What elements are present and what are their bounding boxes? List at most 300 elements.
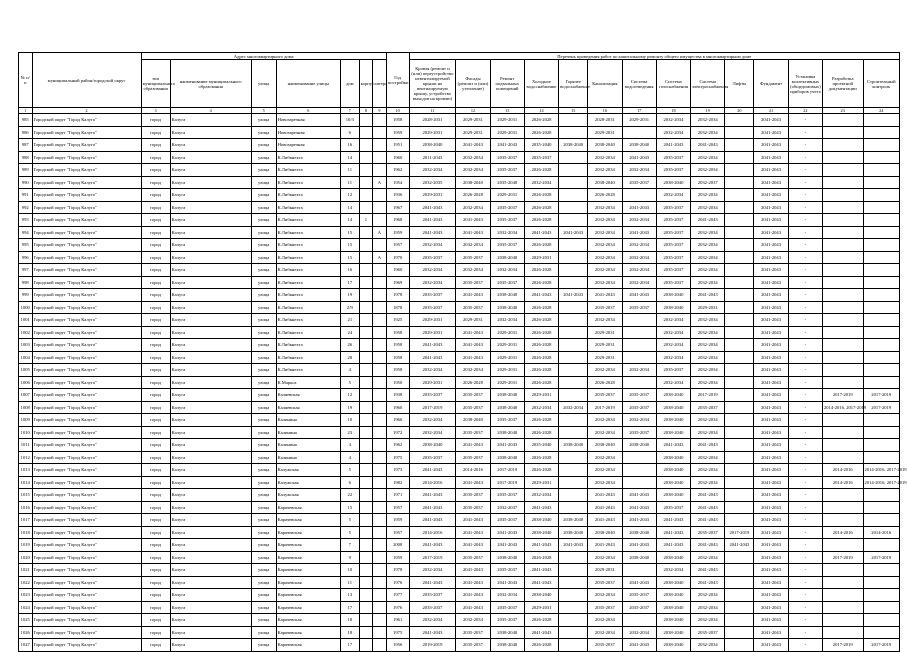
table-cell: 2032-2034 (588, 589, 622, 602)
table-cell: 990 (19, 176, 33, 189)
table-cell: 2035-2040 (524, 139, 558, 152)
table-cell: 2032-2034 (588, 314, 622, 327)
table-cell: 2041-2043 (524, 564, 558, 577)
table-cell: 2041-2043 (588, 539, 622, 552)
table-cell: - (788, 226, 822, 239)
table-cell (823, 189, 864, 202)
table-cell: улица (251, 264, 276, 277)
table-cell: К.Либкнехта (276, 351, 340, 364)
table-cell (359, 564, 373, 577)
table-cell: 2035-2037 (409, 251, 456, 264)
table-cell: - (788, 426, 822, 439)
table-cell: 2032-2034 (691, 476, 725, 489)
table-cell: 19 (340, 401, 359, 414)
table-cell: 2035-2037 (490, 164, 524, 177)
table-cell: 1 (359, 214, 373, 227)
table-cell (373, 214, 387, 227)
table-cell: 2038-2040 (656, 589, 690, 602)
table-cell: Городской округ "Город Калуга" (32, 564, 141, 577)
table-cell: улица (251, 251, 276, 264)
table-cell: 1961 (386, 614, 409, 627)
table-cell (622, 339, 656, 352)
table-cell: 2014-2016 (409, 476, 456, 489)
table-cell: 2035-2037 (456, 639, 490, 652)
table-row (19, 189, 900, 202)
table-cell: город (141, 164, 170, 177)
table-cell: 2038-2040 (490, 451, 524, 464)
table-cell: 2035-2037 (656, 226, 690, 239)
table-cell: улица (251, 576, 276, 589)
table-cell: 2038-2040 (524, 589, 558, 602)
table-cell: Городской округ "Город Калуга" (32, 589, 141, 602)
table-cell (725, 351, 754, 364)
table-cell: Городской округ "Город Калуга" (32, 139, 141, 152)
table-cell: 1006 (19, 376, 33, 389)
table-cell (725, 489, 754, 502)
table-cell: - (788, 464, 822, 477)
table-cell: 1951 (386, 139, 409, 152)
table-cell: 2029-2031 (490, 126, 524, 139)
table-cell: 2035-2037 (490, 601, 524, 614)
table-cell (559, 614, 588, 627)
table-cell: - (788, 489, 822, 502)
table-cell: 4 (340, 439, 359, 452)
table-cell: 2032-2034 (588, 201, 622, 214)
table-cell (559, 414, 588, 427)
table-cell: 2026-2028 (524, 189, 558, 202)
table-cell: - (788, 439, 822, 452)
table-cell (373, 201, 387, 214)
table-cell: 2029-2031 (490, 114, 524, 127)
table-cell: 2032-2034 (691, 451, 725, 464)
table-cell (863, 626, 900, 639)
table-cell: 2041-2043 (754, 576, 788, 589)
table-cell: 10 (340, 414, 359, 427)
table-cell: 1001 (19, 314, 33, 327)
table-cell: 2032-2034 (588, 276, 622, 289)
table-cell: 2032-2034 (691, 351, 725, 364)
table-cell (725, 226, 754, 239)
table-cell: Калуга (170, 501, 251, 514)
table-cell (373, 451, 387, 464)
table-cell (622, 314, 656, 327)
table-row (19, 339, 900, 352)
table-cell: 2041-2043 (409, 514, 456, 527)
table-cell: К.Либкнехта (276, 251, 340, 264)
table-cell (373, 639, 387, 652)
table-cell (863, 276, 900, 289)
table-cell: улица (251, 401, 276, 414)
table-cell (559, 164, 588, 177)
table-cell: 992 (19, 201, 33, 214)
table-cell: 1957 (386, 501, 409, 514)
table-cell (823, 126, 864, 139)
table-cell: 2032-2034 (456, 364, 490, 377)
table-cell: 2041-2043 (409, 501, 456, 514)
table-cell (863, 176, 900, 189)
table-row (19, 464, 900, 477)
table-cell: улица (251, 639, 276, 652)
table-cell: - (788, 601, 822, 614)
table-cell: 2035-2037 (656, 251, 690, 264)
table-cell: 2026-2028 (524, 126, 558, 139)
header-cell: Система газоснабжения (656, 60, 690, 108)
table-cell (373, 189, 387, 202)
table-cell: 1959 (386, 551, 409, 564)
table-cell: город (141, 251, 170, 264)
table-row (19, 514, 900, 527)
table-cell (725, 201, 754, 214)
table-cell: улица (251, 451, 276, 464)
table-cell: 2032-2034 (588, 251, 622, 264)
table-cell: Калуга (170, 151, 251, 164)
table-cell: 2032-2034 (656, 314, 690, 327)
table-cell: - (788, 589, 822, 602)
table-cell: Калуга (170, 126, 251, 139)
table-cell: 2032-2034 (691, 164, 725, 177)
table-cell: Городской округ "Город Калуга" (32, 164, 141, 177)
table-cell: 1007 (19, 389, 33, 402)
table-cell: - (788, 626, 822, 639)
table-row (19, 426, 900, 439)
table-cell: Калуга (170, 464, 251, 477)
table-cell: 1957 (386, 526, 409, 539)
table-cell (373, 476, 387, 489)
table-cell: - (788, 326, 822, 339)
table-cell: Калужская (276, 489, 340, 502)
header-cell: корпус (359, 60, 373, 108)
table-cell: 2041-2043 (691, 539, 725, 552)
table-cell: 2041-2043 (524, 539, 558, 552)
table-cell: Калуга (170, 301, 251, 314)
table-cell: 10/3 (340, 114, 359, 127)
table-cell (863, 589, 900, 602)
table-cell: 2032-2034 (691, 201, 725, 214)
table-cell: 2032-2034 (588, 226, 622, 239)
table-cell: 991 (19, 189, 33, 202)
table-cell: К.Либкнехта (276, 151, 340, 164)
table-cell: 2029-2031 (622, 114, 656, 127)
table-row (19, 214, 900, 227)
table-cell: 2032-2034 (656, 114, 690, 127)
table-cell: город (141, 201, 170, 214)
table-row (19, 276, 900, 289)
table-cell: 2032-2034 (691, 314, 725, 327)
table-cell: 2032-2034 (691, 589, 725, 602)
table-cell (863, 351, 900, 364)
table-cell: улица (251, 539, 276, 552)
table-cell: 2038-2040 (622, 439, 656, 452)
table-cell: 2029-2031 (456, 114, 490, 127)
table-cell: 15 (340, 226, 359, 239)
header-cell: Горячее водоснабжение (559, 60, 588, 108)
table-cell: 2041-2043 (456, 514, 490, 527)
table-cell: 2041-2043 (456, 564, 490, 577)
table-cell: 1958 (386, 364, 409, 377)
table-cell (823, 114, 864, 127)
table-cell: Городской округ "Город Калуга" (32, 551, 141, 564)
table-cell: - (788, 189, 822, 202)
table-cell: 2041-2043 (725, 539, 754, 552)
table-cell (863, 501, 900, 514)
table-cell: 2035-2037 (622, 176, 656, 189)
table-cell: 2038-2040 (490, 301, 524, 314)
table-cell: 2/9 (340, 301, 359, 314)
table-cell: 2041-2043 (754, 626, 788, 639)
table-row (19, 576, 900, 589)
table-cell (359, 151, 373, 164)
table-cell: 16 (340, 139, 359, 152)
table-cell: К.Либкнехта (276, 314, 340, 327)
table-cell: 2041-2043 (588, 501, 622, 514)
column-number-cell: 1 (19, 108, 33, 114)
table-cell: - (788, 526, 822, 539)
table-cell: 2017-2019 (490, 464, 524, 477)
table-cell (863, 439, 900, 452)
table-cell: 1017 (19, 514, 33, 527)
table-cell: Городской округ "Город Калуга" (32, 226, 141, 239)
table-cell: 2014-2016, 2017-2019 (823, 401, 864, 414)
table-cell: 1009 (19, 414, 33, 427)
table-cell (823, 139, 864, 152)
table-cell: 2035-2037 (588, 601, 622, 614)
table-row (19, 139, 900, 152)
table-cell (559, 189, 588, 202)
table-cell: 2038-2040 (656, 176, 690, 189)
table-cell: 2017-2019 (823, 551, 864, 564)
table-cell: 2032-2034 (622, 264, 656, 277)
table-cell (359, 164, 373, 177)
table-cell: город (141, 551, 170, 564)
table-cell: город (141, 576, 170, 589)
table-cell (863, 301, 900, 314)
table-cell: 2041-2043 (754, 564, 788, 577)
table-cell (373, 239, 387, 252)
table-cell: 2029-2031 (490, 376, 524, 389)
table-cell (373, 364, 387, 377)
table-cell: 2038-2040 (588, 139, 622, 152)
table-cell: 1957 (386, 239, 409, 252)
table-cell: город (141, 114, 170, 127)
table-cell: 2041-2043 (559, 289, 588, 302)
table-cell: Городской округ "Город Калуга" (32, 639, 141, 652)
table-cell: 996 (19, 251, 33, 264)
table-cell (863, 151, 900, 164)
table-cell: 2041-2043 (754, 176, 788, 189)
table-cell: улица (251, 114, 276, 127)
table-cell (725, 639, 754, 652)
table-cell: 6 (340, 126, 359, 139)
table-cell (359, 464, 373, 477)
table-cell: 2032-2034 (456, 614, 490, 627)
header-cell: Канализация (588, 60, 622, 108)
table-cell: 2035-2037 (456, 626, 490, 639)
table-cell: Каляевская (276, 401, 340, 414)
table-cell (373, 514, 387, 527)
table-cell: Новозаречная (276, 139, 340, 152)
table-cell: - (788, 539, 822, 552)
table-cell: Калинина (276, 451, 340, 464)
column-number-cell: 4 (170, 108, 251, 114)
table-cell: 2032-2034 (524, 176, 558, 189)
table-cell: 2032-2034 (490, 264, 524, 277)
table-cell: 2029-2031 (490, 351, 524, 364)
table-cell: - (788, 576, 822, 589)
table-cell: Карачевская (276, 501, 340, 514)
table-cell (725, 476, 754, 489)
table-cell: 5 (340, 526, 359, 539)
table-cell: 2032-2034 (691, 339, 725, 352)
column-number-cell: 15 (559, 108, 588, 114)
table-cell (622, 126, 656, 139)
table-cell: 2029-2031 (588, 326, 622, 339)
table-cell: улица (251, 201, 276, 214)
table-cell: Калуга (170, 564, 251, 577)
header-cell: литера (373, 60, 387, 108)
column-number-cell: 6 (276, 108, 340, 114)
header-cell: улица (251, 60, 276, 108)
column-number-cell: 10 (386, 108, 409, 114)
table-cell: 2041-2043 (456, 339, 490, 352)
column-number-cell: 11 (409, 108, 456, 114)
table-cell: 2032-2034 (656, 339, 690, 352)
table-cell: Карачевская (276, 539, 340, 552)
table-cell: улица (251, 139, 276, 152)
table-cell: К.Либкнехта (276, 176, 340, 189)
table-cell: Городской округ "Город Калуга" (32, 476, 141, 489)
table-cell (823, 451, 864, 464)
table-cell: 2017-2019 (588, 401, 622, 414)
column-number-cell: 24 (863, 108, 900, 114)
table-cell: 2041-2043 (754, 364, 788, 377)
table-cell: Городской округ "Город Калуга" (32, 251, 141, 264)
table-cell: 2032-2034 (622, 364, 656, 377)
table-cell (359, 551, 373, 564)
table-cell: Калуга (170, 526, 251, 539)
table-cell (359, 526, 373, 539)
table-cell (359, 601, 373, 614)
table-cell (373, 301, 387, 314)
table-cell: 4 (340, 451, 359, 464)
table-cell: 5 (340, 376, 359, 389)
table-cell (863, 126, 900, 139)
table-cell: - (788, 364, 822, 377)
table-cell: 1020 (19, 551, 33, 564)
table-cell: улица (251, 389, 276, 402)
table-cell: 2041-2043 (409, 201, 456, 214)
table-cell (359, 364, 373, 377)
table-cell (863, 601, 900, 614)
table-row (19, 539, 900, 552)
table-cell: 1960 (386, 264, 409, 277)
table-cell: 2035-2037 (691, 526, 725, 539)
table-cell (725, 451, 754, 464)
table-cell: 2014-2016 (409, 526, 456, 539)
table-cell: 2035-2037 (456, 389, 490, 402)
table-cell: Калуга (170, 176, 251, 189)
table-cell: - (788, 201, 822, 214)
table-cell: 18 (340, 626, 359, 639)
table-cell (863, 539, 900, 552)
table-cell (559, 426, 588, 439)
table-cell: - (788, 176, 822, 189)
table-cell: 1970 (386, 251, 409, 264)
table-cell: 2041-2043 (754, 401, 788, 414)
table-cell: 2026-2028 (524, 201, 558, 214)
table-cell: 2026-2028 (588, 376, 622, 389)
table-cell (359, 339, 373, 352)
table-cell (359, 589, 373, 602)
table-cell: 2035-2037 (409, 301, 456, 314)
table-cell (559, 364, 588, 377)
table-cell: 4 (340, 364, 359, 377)
table-cell (622, 376, 656, 389)
table-cell: город (141, 351, 170, 364)
table-cell: 2026-2028 (524, 326, 558, 339)
table-cell: улица (251, 126, 276, 139)
table-cell: 2035-2037 (490, 514, 524, 527)
table-cell: 2029-2031 (588, 351, 622, 364)
table-cell (725, 151, 754, 164)
table-cell (373, 351, 387, 364)
table-cell: 2032-2034 (456, 201, 490, 214)
table-cell: 2041-2043 (456, 289, 490, 302)
table-cell (622, 189, 656, 202)
table-cell: 2029-2031 (588, 564, 622, 577)
table-cell: 2026-2028 (524, 164, 558, 177)
table-cell: Калинина (276, 414, 340, 427)
column-number-cell: 8 (359, 108, 373, 114)
table-cell: 1982 (386, 476, 409, 489)
table-cell: Городской округ "Город Калуга" (32, 289, 141, 302)
table-cell: Калуга (170, 364, 251, 377)
table-cell (725, 189, 754, 202)
table-cell: 2008 (386, 539, 409, 552)
table-cell: 1960 (386, 151, 409, 164)
table-cell: 2041-2043 (456, 214, 490, 227)
table-cell (373, 401, 387, 414)
table-cell: улица (251, 614, 276, 627)
table-cell: 2041-2043 (754, 464, 788, 477)
table-cell: город (141, 614, 170, 627)
table-cell: 2035-2037 (409, 289, 456, 302)
table-cell (559, 201, 588, 214)
table-cell: 26 (340, 339, 359, 352)
table-cell (559, 639, 588, 652)
table-cell: 2032-2034 (622, 214, 656, 227)
table-cell (559, 589, 588, 602)
table-cell: 1023 (19, 589, 33, 602)
table-cell: 11 (340, 576, 359, 589)
table-cell: 2041-2043 (754, 601, 788, 614)
table-cell (373, 589, 387, 602)
table-row (19, 401, 900, 414)
table-cell: улица (251, 414, 276, 427)
table-cell (373, 126, 387, 139)
table-cell: 2026-2028 (524, 414, 558, 427)
table-cell: 2032-2034 (588, 364, 622, 377)
table-cell: город (141, 451, 170, 464)
table-cell: К.Маркса (276, 376, 340, 389)
table-cell: Калуга (170, 139, 251, 152)
table-cell: 2032-2034 (588, 164, 622, 177)
table-cell: город (141, 514, 170, 527)
table-cell: 2017-2019 (409, 551, 456, 564)
table-cell: Городской округ "Город Калуга" (32, 314, 141, 327)
table-cell: улица (251, 326, 276, 339)
table-cell (725, 276, 754, 289)
table-cell: - (788, 351, 822, 364)
